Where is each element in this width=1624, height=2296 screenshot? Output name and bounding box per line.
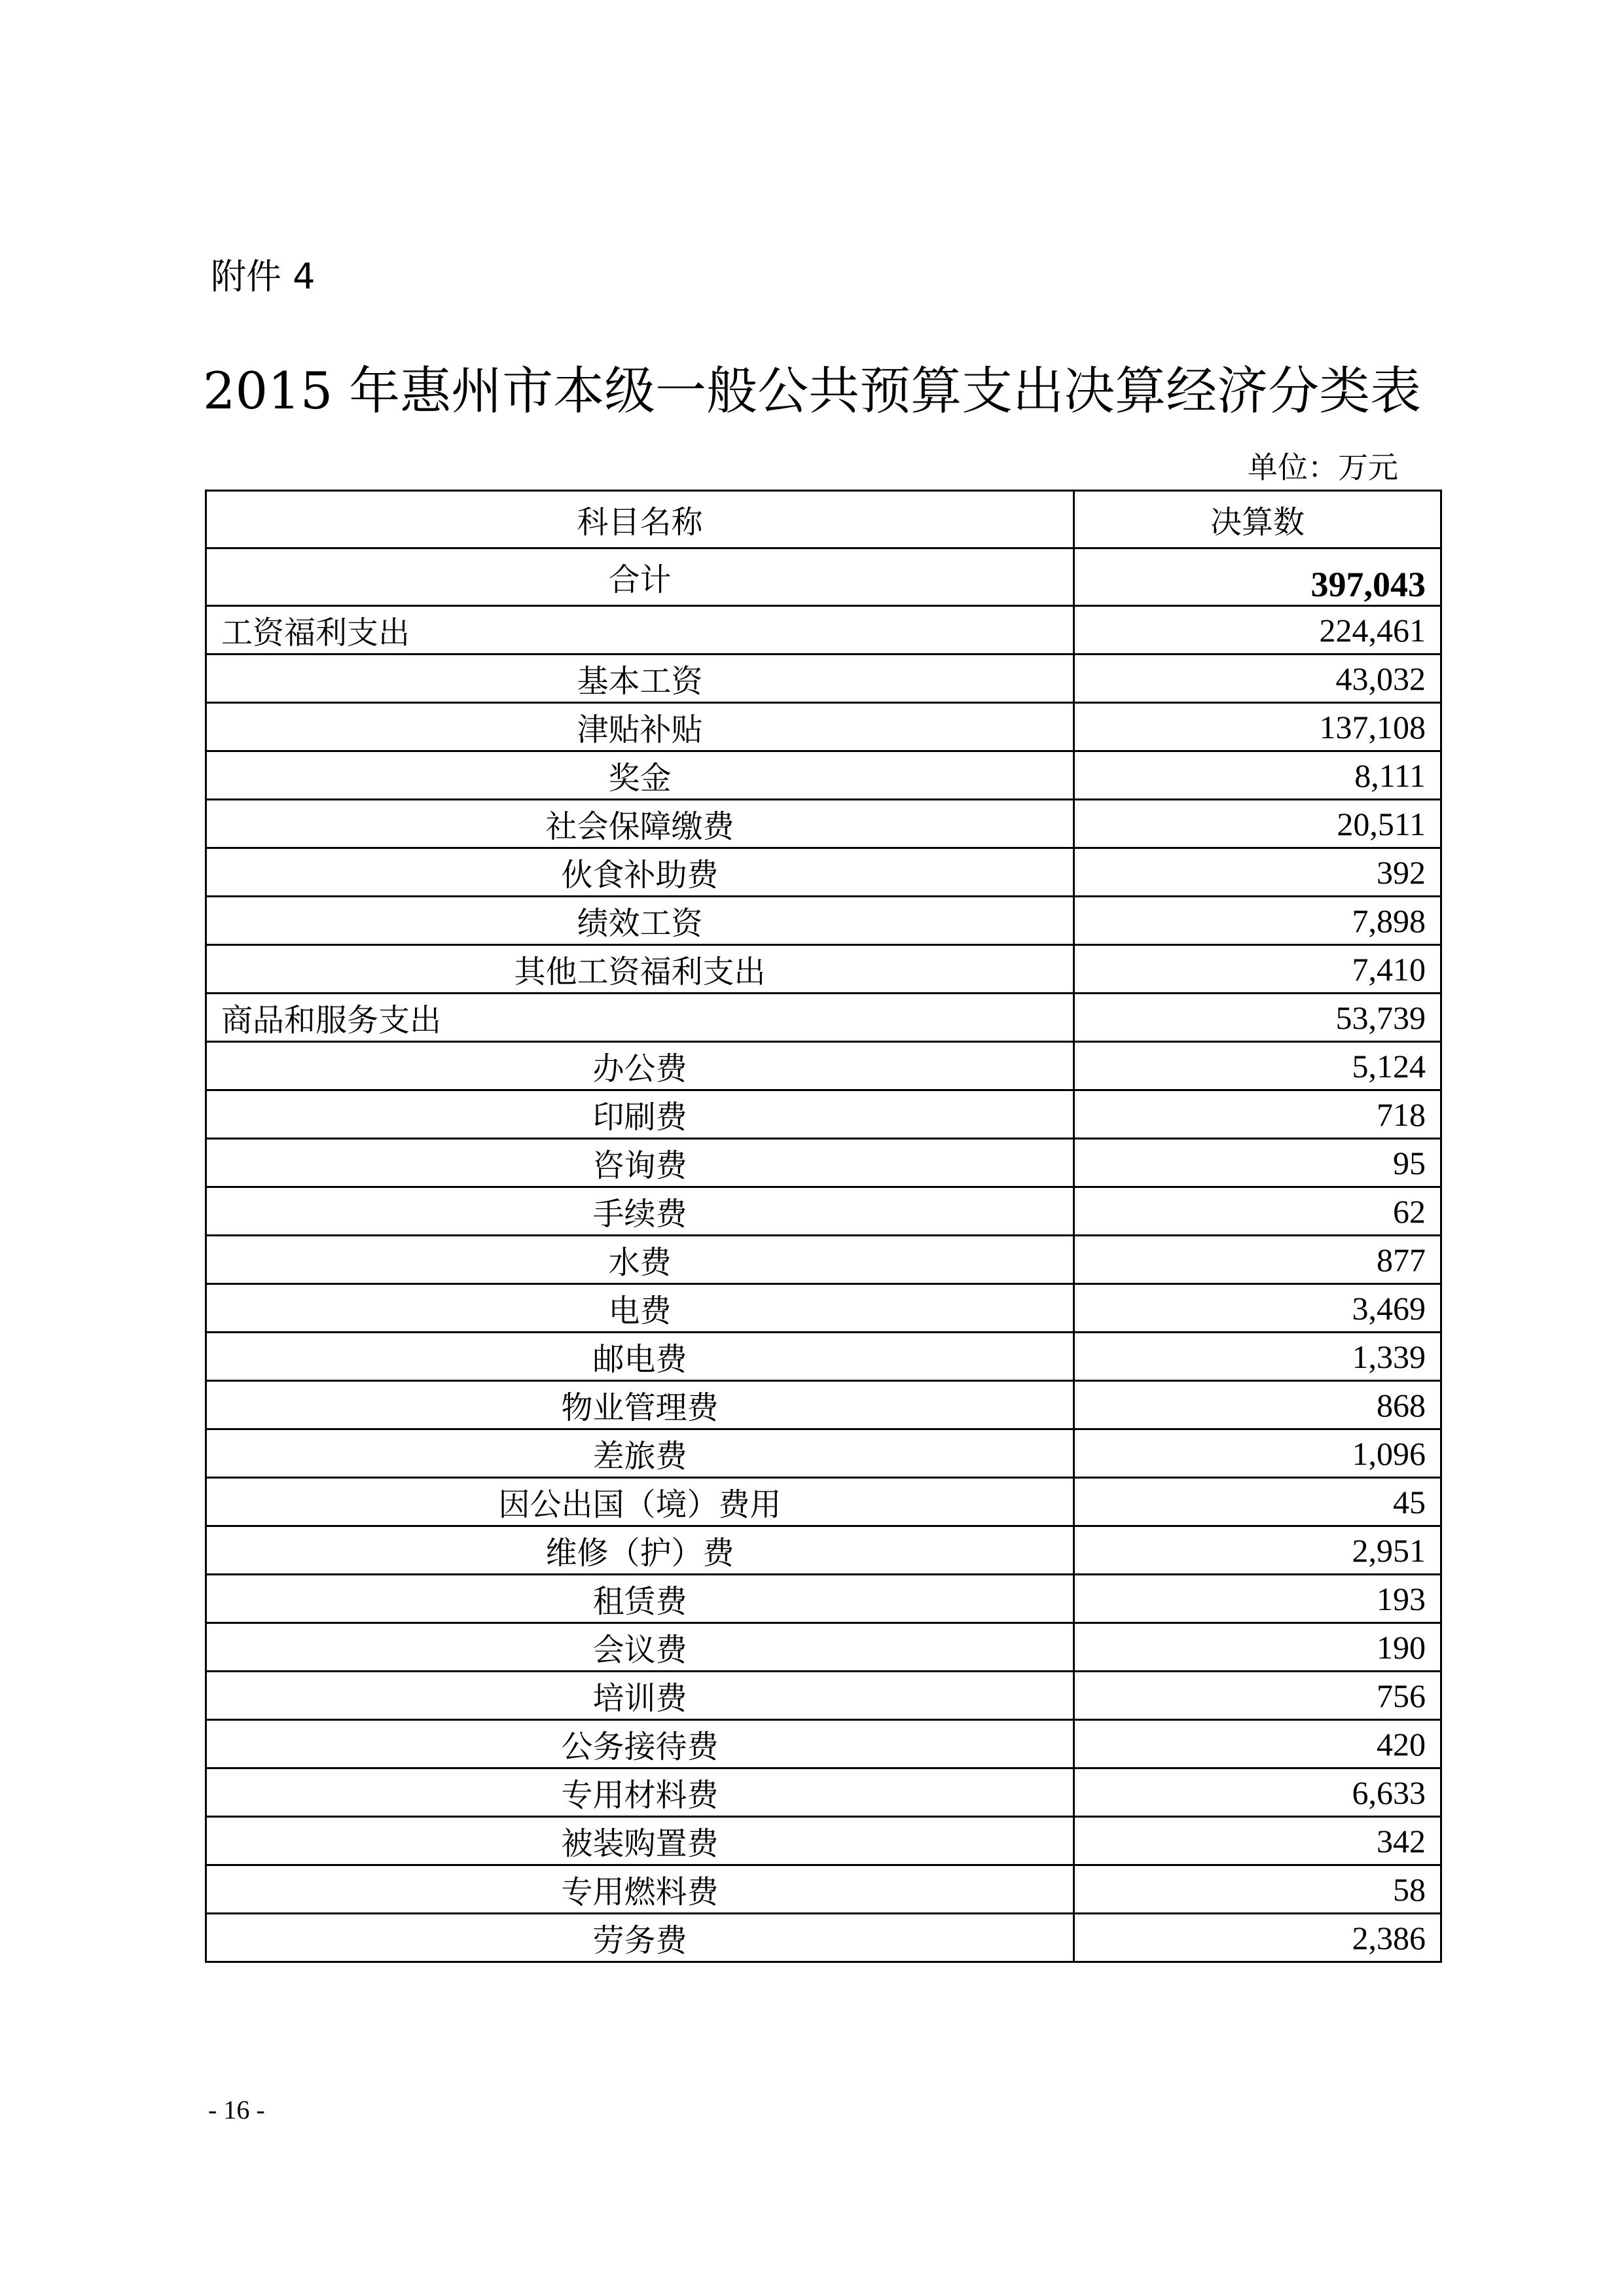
table-row [206, 945, 1441, 994]
table-row [206, 1575, 1441, 1623]
table-row [206, 1672, 1441, 1720]
row-amount: 62 [1074, 1187, 1441, 1236]
table-row [206, 848, 1441, 897]
table-header-row [206, 491, 1441, 548]
row-name: 公务接待费 [206, 1720, 1074, 1768]
table-row [206, 1090, 1441, 1139]
total-amount: 397,043 [1074, 548, 1441, 606]
row-amount: 20,511 [1074, 800, 1441, 848]
column-header-amount: 决算数 [1074, 491, 1441, 548]
row-amount: 190 [1074, 1623, 1441, 1672]
row-name: 电费 [206, 1284, 1074, 1333]
table-row [206, 1526, 1441, 1575]
table-row [206, 1720, 1441, 1768]
table-row [206, 1139, 1441, 1187]
row-name: 被装购置费 [206, 1817, 1074, 1865]
table-row [206, 606, 1441, 655]
row-amount: 756 [1074, 1672, 1441, 1720]
row-name: 专用材料费 [206, 1768, 1074, 1817]
row-amount: 868 [1074, 1381, 1441, 1429]
row-amount: 193 [1074, 1575, 1441, 1623]
row-amount: 5,124 [1074, 1042, 1441, 1090]
table-row [206, 1914, 1441, 1962]
table-row [206, 1284, 1441, 1333]
row-name: 伙食补助费 [206, 848, 1074, 897]
row-name: 商品和服务支出 [206, 994, 1074, 1042]
row-name: 绩效工资 [206, 897, 1074, 945]
row-amount: 224,461 [1074, 606, 1441, 655]
table-row [206, 1236, 1441, 1284]
row-name: 劳务费 [206, 1914, 1074, 1962]
row-amount: 53,739 [1074, 994, 1441, 1042]
table-row [206, 1187, 1441, 1236]
row-name: 租赁费 [206, 1575, 1074, 1623]
page-title: 2015 年惠州市本级一般公共预算支出决算经济分类表 [202, 362, 1422, 421]
table-row [206, 703, 1441, 751]
row-amount: 137,108 [1074, 703, 1441, 751]
page-number: - 16 - [208, 2095, 265, 2125]
row-name: 水费 [206, 1236, 1074, 1284]
row-name: 咨询费 [206, 1139, 1074, 1187]
row-amount: 1,339 [1074, 1333, 1441, 1381]
row-amount: 95 [1074, 1139, 1441, 1187]
row-name: 因公出国（境）费用 [206, 1478, 1074, 1526]
table-row [206, 897, 1441, 945]
row-amount: 877 [1074, 1236, 1441, 1284]
table-row [206, 1817, 1441, 1865]
row-amount: 7,898 [1074, 897, 1441, 945]
unit-label: 单位：万元 [1248, 450, 1398, 485]
row-amount: 718 [1074, 1090, 1441, 1139]
table-row [206, 800, 1441, 848]
table-row [206, 1865, 1441, 1914]
row-name: 维修（护）费 [206, 1526, 1074, 1575]
row-name: 津贴补贴 [206, 703, 1074, 751]
table-row [206, 1429, 1441, 1478]
row-name: 工资福利支出 [206, 606, 1074, 655]
row-name: 其他工资福利支出 [206, 945, 1074, 994]
row-amount: 392 [1074, 848, 1441, 897]
attachment-label: 附件 4 [211, 256, 316, 297]
row-amount: 43,032 [1074, 655, 1441, 703]
row-name: 差旅费 [206, 1429, 1074, 1478]
row-amount: 420 [1074, 1720, 1441, 1768]
table-row [206, 1381, 1441, 1429]
row-amount: 3,469 [1074, 1284, 1441, 1333]
table-row [206, 1478, 1441, 1526]
table-row [206, 751, 1441, 800]
row-name: 物业管理费 [206, 1381, 1074, 1429]
row-amount: 1,096 [1074, 1429, 1441, 1478]
table-row [206, 1623, 1441, 1672]
row-amount: 7,410 [1074, 945, 1441, 994]
expenditure-table [205, 490, 1442, 1963]
row-amount: 6,633 [1074, 1768, 1441, 1817]
column-header-name: 科目名称 [206, 491, 1074, 548]
table-row [206, 1768, 1441, 1817]
row-name: 专用燃料费 [206, 1865, 1074, 1914]
total-name: 合计 [206, 548, 1074, 606]
table-row [206, 994, 1441, 1042]
row-amount: 8,111 [1074, 751, 1441, 800]
row-name: 会议费 [206, 1623, 1074, 1672]
row-name: 基本工资 [206, 655, 1074, 703]
row-amount: 2,951 [1074, 1526, 1441, 1575]
row-name: 办公费 [206, 1042, 1074, 1090]
total-row [206, 548, 1441, 606]
row-amount: 45 [1074, 1478, 1441, 1526]
row-name: 培训费 [206, 1672, 1074, 1720]
table-row [206, 1333, 1441, 1381]
row-amount: 58 [1074, 1865, 1441, 1914]
row-name: 印刷费 [206, 1090, 1074, 1139]
row-amount: 342 [1074, 1817, 1441, 1865]
row-amount: 2,386 [1074, 1914, 1441, 1962]
row-name: 邮电费 [206, 1333, 1074, 1381]
table-row [206, 655, 1441, 703]
table-row [206, 1042, 1441, 1090]
row-name: 社会保障缴费 [206, 800, 1074, 848]
row-name: 奖金 [206, 751, 1074, 800]
row-name: 手续费 [206, 1187, 1074, 1236]
